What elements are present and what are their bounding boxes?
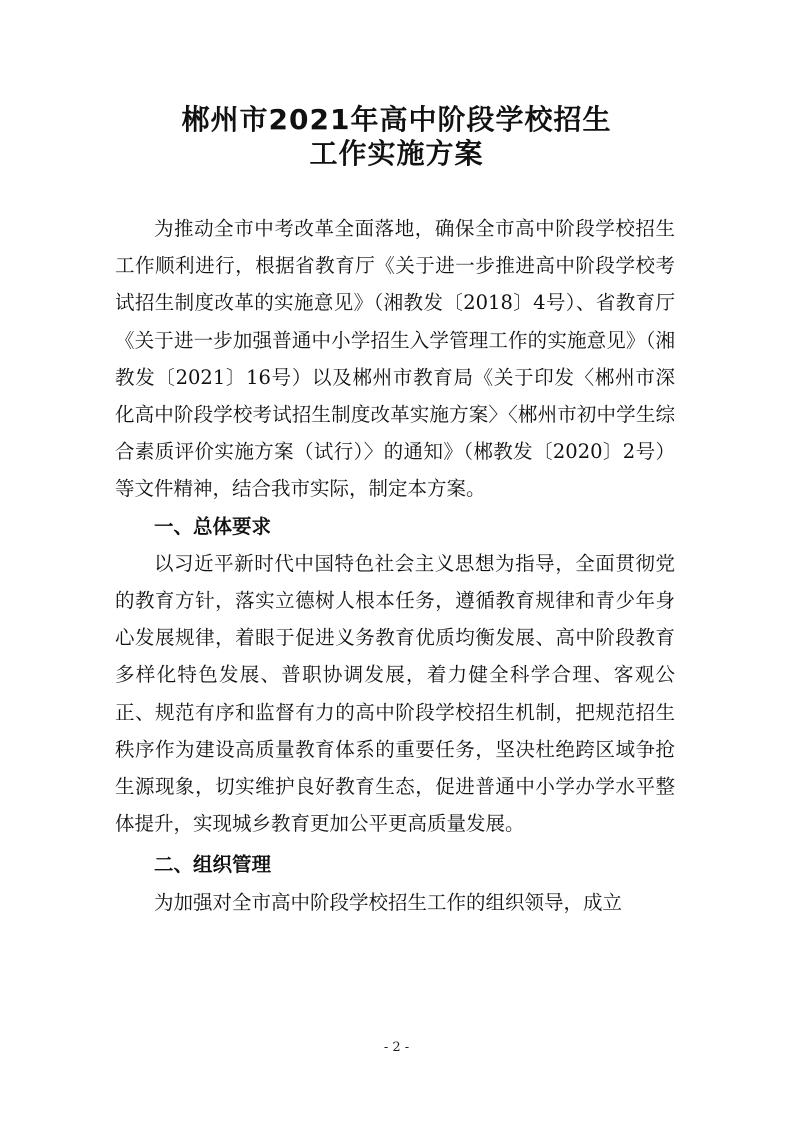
section-1-heading: 一、总体要求 (154, 514, 272, 538)
section-1-paragraph: 以习近平新时代中国特色社会主义思想为指导，全面贯彻党的教育方针，落实立德树人根本任务，遵循教育规律和青少年身心发展规律，着眼于促进义务教育优质均衡发展、高中阶段教育多样化特色发展、普职协调发展，着力健全科学合理、客观公正、规范有序和监督有力的高中阶段学校招生机制，把规范招生秩序作为建设高质量教育体系的重要任务，坚决杜绝跨区域争抢生源现象，切实维护良好教育生态，促进普通中小学办学水平整体提升，实现城乡教育更加公平更高质量发展。 (115, 551, 675, 836)
intro-paragraph: 为推动全市中考改革全面落地，确保全市高中阶段学校招生工作顺利进行，根据省教育厅《关于进一步推进高中阶段学校考试招生制度改革的实施意见》（湘教发〔2018〕4号）、省教育厅《关于进一步加强普通中小学招生入学管理工作的实施意见》（湘教发〔2021〕16号）以及郴州市教育局《关于印发〈郴州市深化高中阶段学校考试招生制度改革实施方案〉〈郴州市初中学生综合素质评价实施方案（试行）〉的通知》（郴教发〔2020〕2号）等文件精神，结合我市实际，制定本方案。 (115, 217, 675, 501)
document-title-line-2: 工作实施方案 (309, 137, 484, 170)
document-body (115, 210, 675, 921)
page-number: - 2 - (383, 1040, 410, 1055)
section-2-heading: 二、组织管理 (154, 853, 272, 877)
document-title-line-1: 郴州市2021年高中阶段学校招生 (181, 103, 612, 136)
section-2-paragraph: 为加强对全市高中阶段学校招生工作的组织领导，成立 (154, 890, 623, 914)
